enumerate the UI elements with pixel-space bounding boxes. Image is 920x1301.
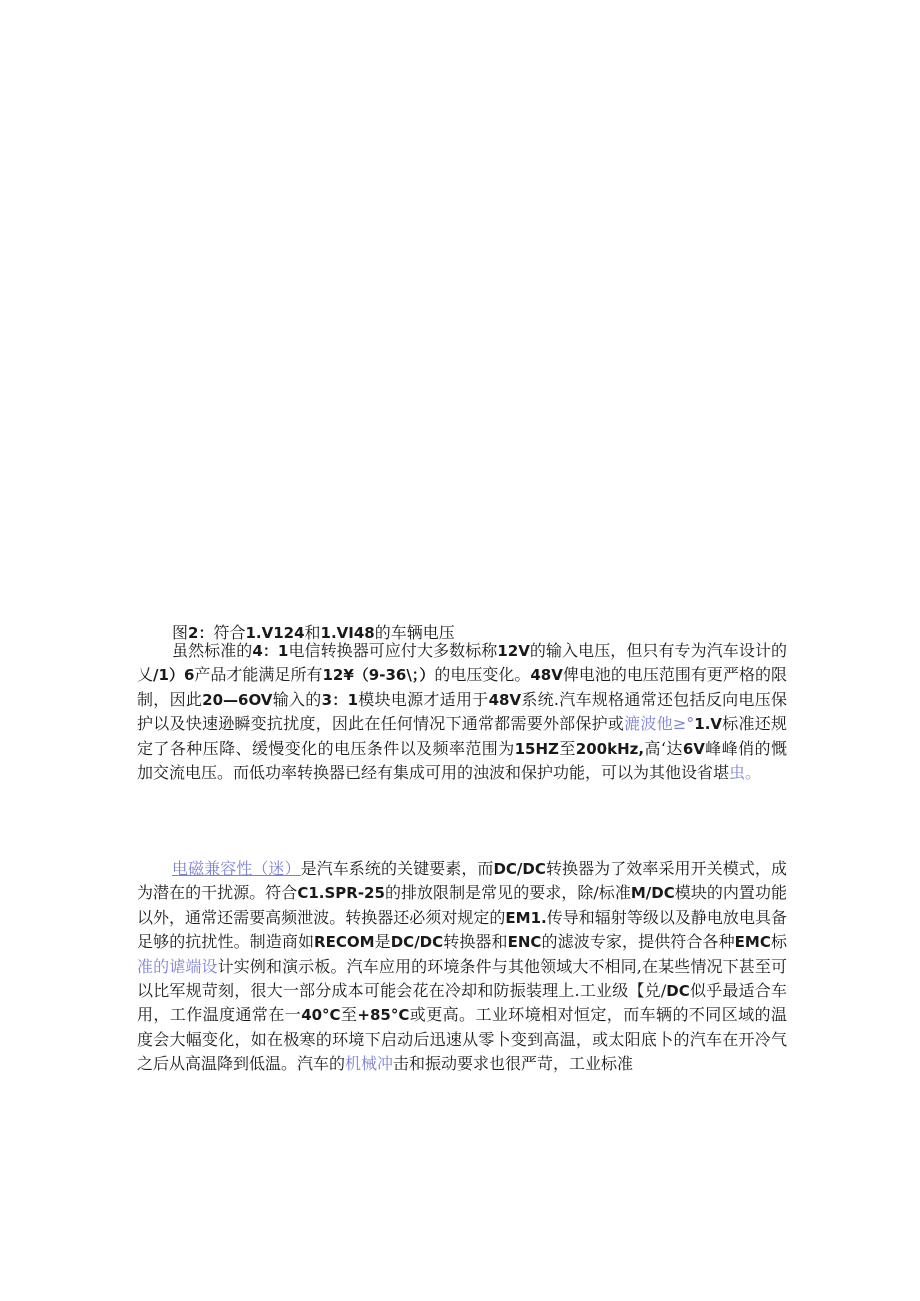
body-text: 似乎最适合车用，工作温度通常在一 xyxy=(137,981,787,1025)
caption-standard: 1.V124 xyxy=(245,624,305,642)
paragraph-voltage xyxy=(137,639,787,785)
caption-figure-number: 2： xyxy=(188,624,214,642)
filter-link[interactable]: 漉波他≥° xyxy=(624,714,695,734)
filter-design-link[interactable]: 准的谑端设 xyxy=(137,956,218,976)
body-term: 48V xyxy=(530,666,563,685)
caption-text: 符合 xyxy=(213,623,246,642)
body-term: EMC xyxy=(734,933,771,952)
body-text: 击和振动要求也很严苛，工业标准 xyxy=(393,1054,634,1074)
body-term: 12V xyxy=(497,642,530,660)
body-text: 的滤波专家，提供符合各种 xyxy=(541,932,735,952)
body-term: 1.V xyxy=(694,715,723,734)
body-term: DC xyxy=(666,982,690,1001)
body-link[interactable]: 虫。 xyxy=(729,763,762,783)
body-text: 传导和辐射等级以及静电放电具备足够的抗扰性。制造商如 xyxy=(137,907,787,952)
body-text: 峰峰俏的慨加交流电压。而低功率转换器已经有集成可用的浊波和保护功能，可以为其他设省堪 xyxy=(137,738,787,783)
caption-text: 的车辆电压 xyxy=(374,623,455,642)
body-term: 12¥（9-36\；） xyxy=(322,666,435,685)
body-term: 3：1 xyxy=(321,690,359,709)
body-text: 计实例和演示板。汽车应用的环境条件与其他领域大不相同,在某些情况下甚至可以比军规苛刻，很大一部分成本可能会花在冷却和防振装理上.工业级【兑/ xyxy=(137,956,787,1001)
body-text: 的电压变化。 xyxy=(434,665,531,685)
body-text: 的输入电压，但只有专为汽车设计的乂 xyxy=(137,641,787,685)
body-term: +85°C xyxy=(357,1006,410,1025)
caption-text: 和 xyxy=(304,623,321,642)
body-term: 4：1 xyxy=(252,642,289,660)
body-term: ENC xyxy=(507,933,542,952)
body-text: 标准还规定了各种压降、缓慢变化的电压条件以及频率范围为 xyxy=(137,714,787,758)
caption-text: 图 xyxy=(172,623,189,642)
body-text: 是汽车系统的关键要素，而 xyxy=(300,859,494,878)
body-text: 是 xyxy=(374,932,391,952)
emc-link[interactable]: 电磁兼容性（迷） xyxy=(172,859,301,878)
body-term: C1.SPR-25 xyxy=(297,884,385,903)
body-term: DC/DC xyxy=(390,933,444,952)
paragraph-emc xyxy=(137,857,787,1077)
body-text: 转换器为了效率采用开关模式，成为潜在的干扰源。符合 xyxy=(137,859,787,903)
caption-standard: 1.VI48 xyxy=(320,624,375,642)
body-text: 转换器和 xyxy=(443,932,508,952)
body-term: DC/DC xyxy=(493,860,546,878)
body-term: 48V xyxy=(488,690,522,709)
body-text: 的排放限制是常见的要求，除/标准 xyxy=(384,883,631,903)
body-term: 15HZ xyxy=(514,739,559,758)
body-text: 模块电源才适用于 xyxy=(358,689,489,709)
body-text: 模块的内置功能以外，通常还需要高频泄波。转换器还必须对规定的 xyxy=(137,883,787,927)
body-term: 20—6OV xyxy=(202,690,273,709)
body-term: 6V xyxy=(682,739,705,758)
body-text: 至 xyxy=(340,1005,358,1025)
body-term: EM1. xyxy=(505,908,547,927)
body-text: 产品才能满足所有 xyxy=(194,665,323,685)
body-term: 200kHz, xyxy=(575,739,645,758)
body-text: 电信转换器可应付大多数标称 xyxy=(288,641,498,660)
body-term: RECOM xyxy=(314,933,375,952)
mechanical-shock-link[interactable]: 机械冲 xyxy=(345,1054,394,1074)
body-term: /1）6 xyxy=(153,666,195,685)
body-text: 或更高。工业环境相对恒定，而车辆的不同区域的温度会大幅变化，如在极寒的环境下启动后迅速从零卜变到高温，或太阳底卜的汽车在开冷气之后从高温降到低温。汽车的 xyxy=(137,1005,787,1074)
body-text: 系统.汽车规格通常还包括反向电压保护以及快速逊瞬变抗扰度，因此在任何情况下通常都需要外部保护或 xyxy=(137,689,787,734)
body-term: M/DC xyxy=(630,884,675,903)
body-text: 标 xyxy=(770,932,787,952)
body-text: 虽然标准的 xyxy=(172,641,253,660)
body-text: 高‘达 xyxy=(644,738,683,758)
body-text: 俾电池的电压范围有更严格的限制，因此 xyxy=(137,665,787,709)
body-term: 40°C xyxy=(301,1006,341,1025)
body-text: 至 xyxy=(558,738,576,758)
body-text: 输入的 xyxy=(272,689,322,709)
